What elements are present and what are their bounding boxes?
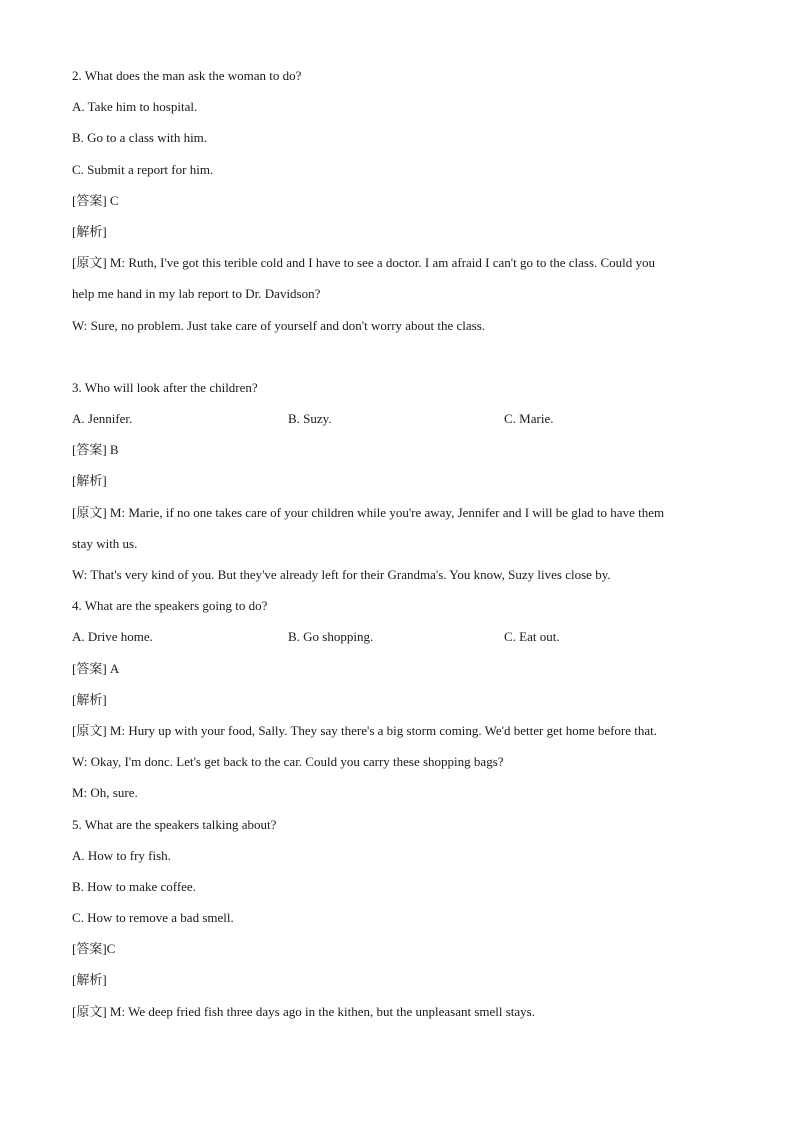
- question-3-options: [72, 407, 722, 438]
- question-2-option-a: A. Take him to hospital.: [72, 99, 198, 115]
- question-4-option-b: B. Go shopping.: [288, 629, 374, 645]
- question-2-option-b: B. Go to a class with him.: [72, 130, 208, 146]
- question-3-transcript-line-3: W: That's very kind of you. But they've already left for their Grandma's. You know, Suzy lives close by.: [72, 567, 611, 582]
- question-4-answer: [答案] A: [72, 660, 120, 676]
- question-4-option-a: A. Drive home.: [72, 629, 153, 645]
- question-3-option-a: A. Jennifer.: [72, 411, 133, 427]
- question-3-answer: [答案] B: [72, 442, 119, 458]
- question-5-analysis: [解析]: [72, 972, 107, 988]
- document-content: [72, 64, 722, 1031]
- question-3-option-b: B. Suzy.: [288, 411, 332, 427]
- question-4-transcript-line-3: M: Oh, sure.: [72, 785, 138, 801]
- question-2-analysis: [解析]: [72, 223, 107, 239]
- question-3-option-c: C. Marie.: [504, 411, 554, 427]
- question-3-transcript-line-1: [原文] M: Marie, if no one takes care of your children while you're away, Jennifer and I will be glad to have them: [72, 504, 665, 520]
- question-4-text: 4. What are the speakers going to do?: [72, 598, 268, 614]
- question-4-transcript-line-2: W: Okay, I'm donc. Let's get back to the car. Could you carry these shopping bags?: [72, 754, 504, 770]
- question-2-answer: [答案] C: [72, 192, 119, 208]
- question-5-option-a: A. How to fry fish.: [72, 847, 171, 863]
- question-4-option-c: C. Eat out.: [504, 629, 560, 645]
- question-2-transcript-line-1: [原文] M: Ruth, I've got this terible cold and I have to see a doctor. I am afraid I can't go to the class. Could you: [72, 255, 656, 271]
- section-spacer: [72, 345, 722, 376]
- question-2-transcript-line-3: W: Sure, no problem. Just take care of yourself and don't worry about the class.: [72, 317, 486, 333]
- question-4-analysis: [解析]: [72, 691, 107, 707]
- question-2-option-c: C. Submit a report for him.: [72, 161, 214, 177]
- question-2-transcript-line-2: help me hand in my lab report to Dr. Davidson?: [72, 286, 321, 302]
- question-3-analysis: [解析]: [72, 473, 107, 489]
- question-4-options: [72, 625, 722, 656]
- question-2-text: 2. What does the man ask the woman to do?: [72, 68, 302, 83]
- question-5-text: 5. What are the speakers talking about?: [72, 816, 277, 832]
- question-5-option-b: B. How to make coffee.: [72, 878, 196, 894]
- question-5-answer: [答案]C: [72, 941, 116, 957]
- question-4-transcript-line-1: [原文] M: Hury up with your food, Sally. They say there's a big storm coming. We'd better get home before that.: [72, 722, 658, 738]
- question-3-transcript-line-2: stay with us.: [72, 535, 138, 551]
- question-5-transcript-line-1: [原文] M: We deep fried fish three days ago in the kithen, but the unpleasant smell stays.: [72, 1003, 535, 1019]
- question-5-option-c: C. How to remove a bad smell.: [72, 910, 234, 926]
- question-3-text: 3. Who will look after the children?: [72, 379, 258, 395]
